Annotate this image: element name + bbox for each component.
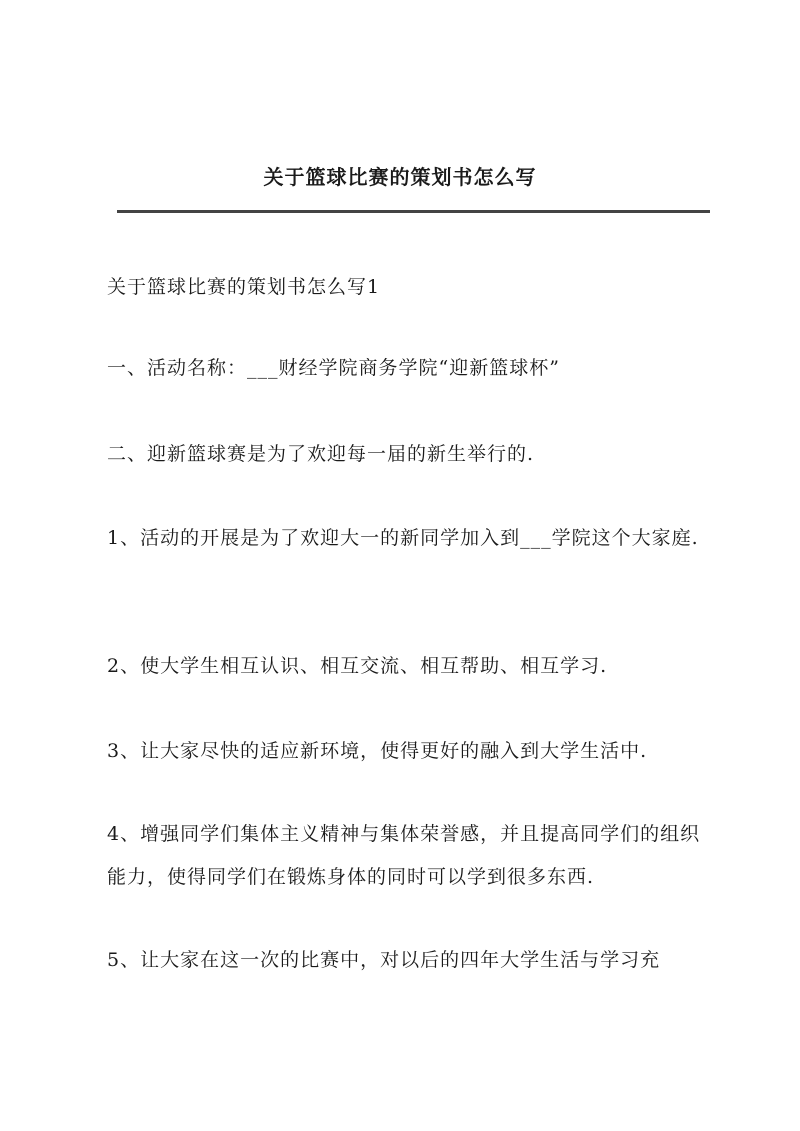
paragraph-item-1: 1、活动的开展是为了欢迎大一的新同学加入到___学院这个大家庭. — [107, 527, 699, 549]
paragraph-item-3: 3、让大家尽快的适应新环境，使得更好的融入到大学生活中. — [107, 740, 648, 762]
paragraph-item-4: 4、增强同学们集体主义精神与集体荣誉感，并且提高同学们的组织能力，使得同学们在锻炼身体的同时可以学到很多东西. — [107, 823, 701, 888]
paragraph-purpose: 二、迎新篮球赛是为了欢迎每一届的新生举行的. — [107, 443, 535, 465]
page-title: 关于篮球比赛的策划书怎么写 — [263, 165, 537, 189]
paragraph-activity-name: 一、活动名称：___财经学院商务学院“迎新篮球杯” — [107, 357, 560, 379]
paragraph-item-2: 2、使大学生相互认识、相互交流、相互帮助、相互学习. — [107, 655, 608, 677]
section-heading: 关于篮球比赛的策划书怎么写1 — [107, 276, 381, 298]
paragraph-item-5: 5、让大家在这一次的比赛中，对以后的四年大学生活与学习充 — [107, 949, 661, 971]
title-divider — [117, 210, 710, 213]
